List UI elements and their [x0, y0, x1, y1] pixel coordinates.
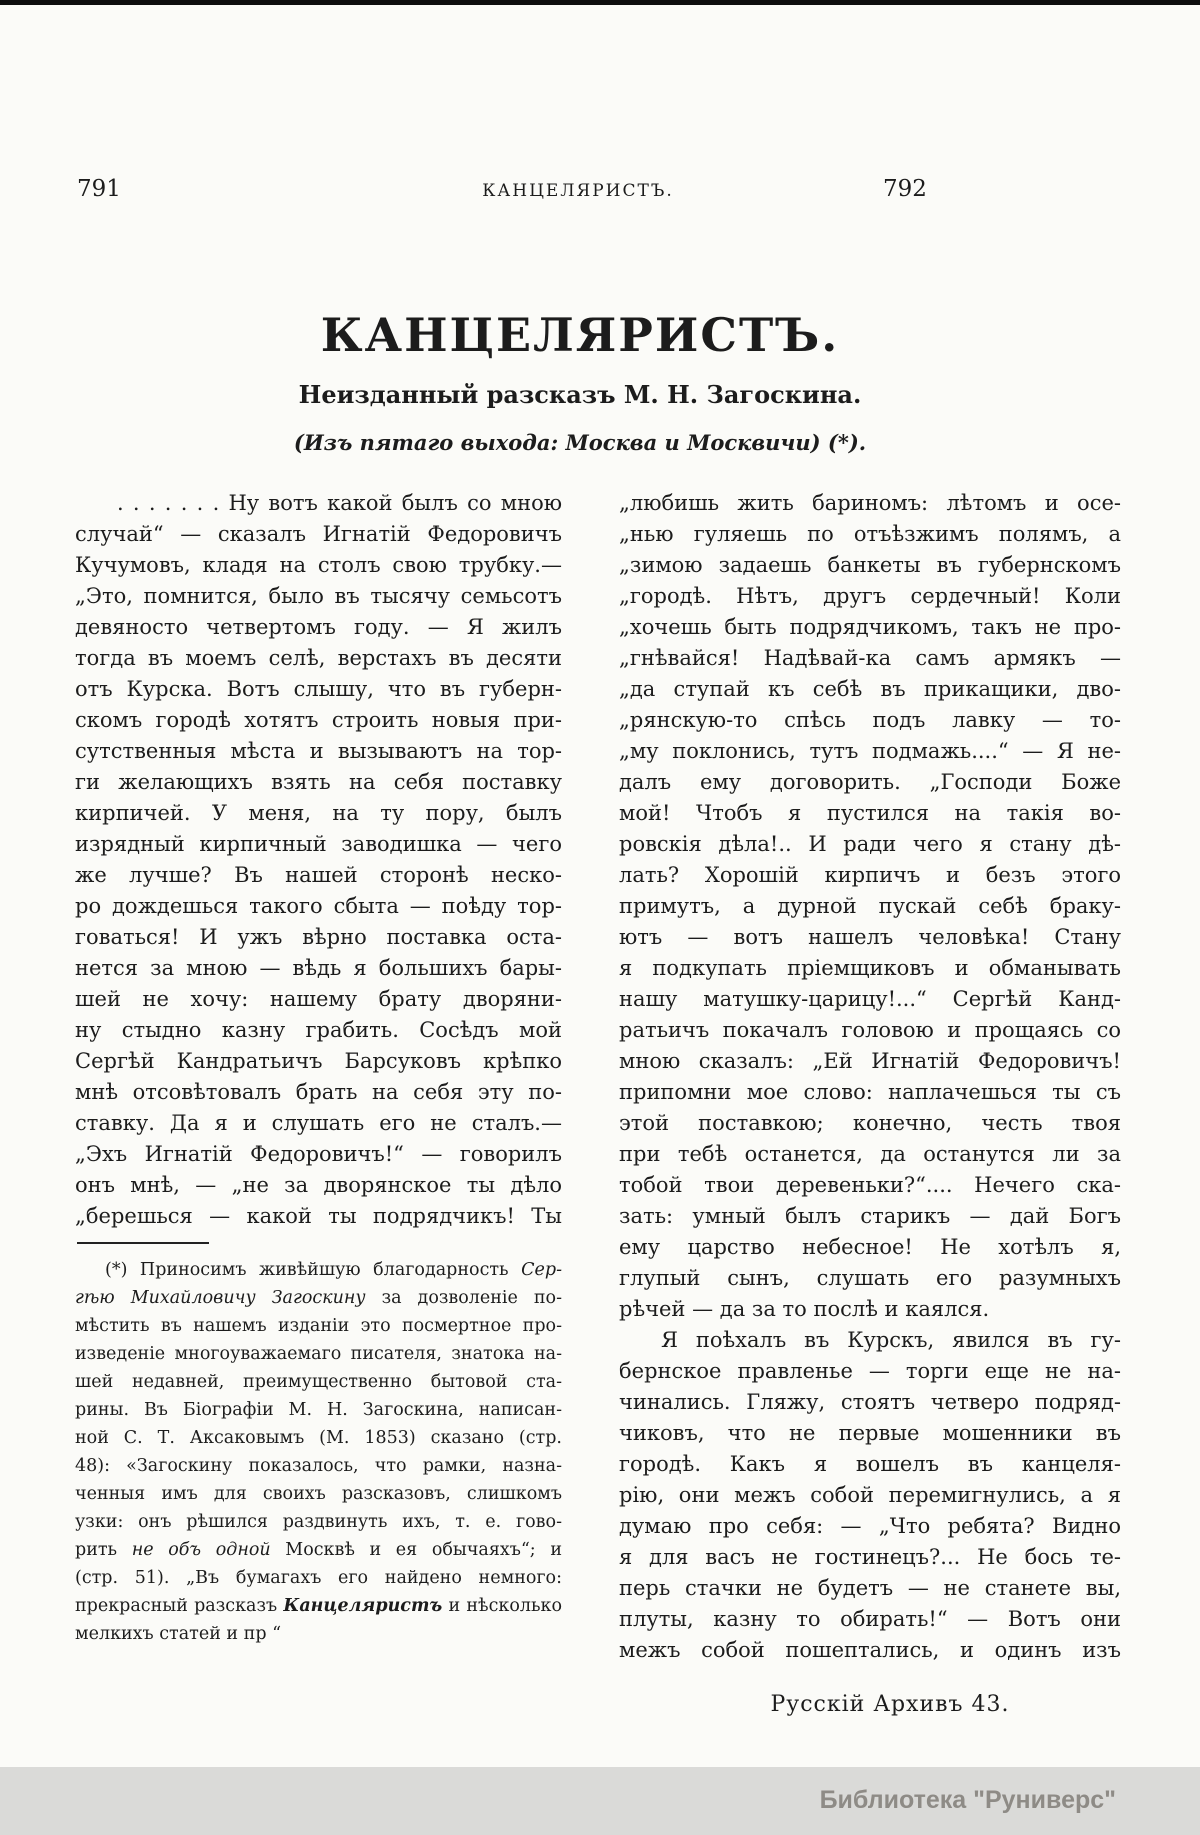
- text-line: ну стыдно казну грабить. Сосѣдъ мой: [75, 1018, 562, 1042]
- text-line: мнѣ отсовѣтовалъ брать на себя эту по-: [75, 1080, 562, 1104]
- text-line: „рянскую-то спѣсь подъ лавку — то-: [619, 708, 1121, 732]
- source-note: (Изъ пятаго выхода: Москва и Москвичи) (*).: [293, 430, 867, 455]
- text-line: „берешься — какой ты подрядчикъ! Ты: [75, 1204, 562, 1228]
- page-number-right: 792: [883, 176, 927, 202]
- text-line: „Эхъ Игнатій Федоровичъ!“ — говорилъ: [75, 1142, 562, 1166]
- text-line: сутственныя мѣста и вызываютъ на тор-: [75, 739, 562, 763]
- text-line: (*) Приносимъ живѣйшую благодарность Сер-: [105, 1260, 562, 1280]
- text-line: прекрасный разсказъ Канцеляристъ и нѣсколько: [75, 1596, 562, 1616]
- text-line: рить не объ одной Москвѣ и ея обычаяхъ“; и: [75, 1540, 562, 1560]
- text-line: ставку. Да я и слушать его не сталъ.—: [75, 1111, 562, 1135]
- text-line: (стр. 51). „Въ бумагахъ его найдено немного:: [75, 1568, 562, 1588]
- text-line: изрядный кирпичный заводишка — чего: [75, 832, 562, 856]
- text-line: примутъ, а дурной пускай себѣ браку-: [619, 894, 1121, 918]
- text-line: Сергѣй Кандратьичъ Барсуковъ крѣпко: [75, 1049, 562, 1073]
- text-line: городѣ. Какъ я вошелъ въ канцеля-: [619, 1452, 1121, 1476]
- text-line: „городѣ. Нѣтъ, другъ сердечный! Коли: [619, 584, 1121, 608]
- footnote-rule: [77, 1242, 209, 1244]
- text-line: межъ собой пошептались, и одинъ изъ: [619, 1638, 1121, 1662]
- text-line: отъ Курска. Вотъ слышу, что въ губерн-: [75, 677, 562, 701]
- text-line: „Это, помнится, было въ тысячу семьсотъ: [75, 584, 562, 608]
- text-line: гѣю Михайловичу Загоскину за дозволеніе по-: [75, 1288, 562, 1308]
- text-line: ченныя имъ для своихъ разсказовъ, слишкомъ: [75, 1484, 562, 1504]
- text-line: кирпичей. У меня, на ту пору, былъ: [75, 801, 562, 825]
- text-line: думаю про себя: — „Что ребята? Видно: [619, 1514, 1121, 1538]
- text-line: 48): «Загоскину показалось, что рамки, назна-: [75, 1456, 562, 1476]
- text-line: тобой твои деревеньки?“.... Нечего ска-: [619, 1173, 1121, 1197]
- text-line: „гнѣвайся! Надѣвай-ка самъ армякъ —: [619, 646, 1121, 670]
- text-line: мелкихъ статей и пр “: [75, 1624, 282, 1644]
- right-column: [619, 488, 1121, 1717]
- text-line: ровскія дѣла!.. И ради чего я стану дѣ-: [619, 832, 1121, 856]
- imprint-line: Русскій Архивъ 43.: [770, 1692, 1010, 1717]
- text-line: бернское правленье — торги еще не на-: [619, 1359, 1121, 1383]
- text-line: нется за мною — вѣдь я большихъ бары-: [75, 956, 562, 980]
- text-line: рѣчей — да за то послѣ и каялся.: [619, 1297, 990, 1321]
- text-line: лать? Хорошій кирпичъ и безъ этого: [619, 863, 1121, 887]
- text-line: изведеніе многоуважаемаго писателя, знатока на-: [75, 1344, 562, 1364]
- page-number-left: 791: [77, 176, 121, 202]
- scan-edge-line: [0, 0, 1200, 5]
- text-line: ги желающихъ взять на себя поставку: [75, 770, 562, 794]
- text-line: девяносто четвертомъ году. — Я жилъ: [75, 615, 562, 639]
- right-column-text: [619, 488, 1121, 1666]
- text-line: плуты, казну то обирать!“ — Вотъ они: [619, 1607, 1121, 1631]
- text-line: далъ ему договорить. „Господи Боже: [619, 770, 1121, 794]
- text-line: случай“ — сказалъ Игнатій Федоровичъ: [75, 522, 562, 546]
- text-line: говаться! И ужъ вѣрно поставка оста-: [75, 925, 562, 949]
- text-line: при тебѣ останется, да останутся ли за: [619, 1142, 1121, 1166]
- running-head: КАНЦЕЛЯРИСТЪ.: [482, 181, 674, 201]
- article-title: КАНЦЕЛЯРИСТЪ.: [320, 308, 840, 362]
- watermark-text: Библиотека "Руниверс": [819, 1786, 1116, 1814]
- text-line: глупый сынъ, слушать его разумныхъ: [619, 1266, 1121, 1290]
- text-line: ютъ — вотъ нашелъ человѣка! Стану: [619, 925, 1121, 949]
- left-column: [75, 488, 562, 1648]
- page-header: [75, 176, 1121, 208]
- text-line: чинались. Гляжу, стоятъ четверо подряд-: [619, 1390, 1121, 1414]
- text-line: чиковъ, что не первые мошенники въ: [619, 1421, 1121, 1445]
- footnote-text: [75, 1256, 562, 1648]
- article-subtitle: Неизданный разсказъ М. Н. Загоскина.: [298, 380, 862, 409]
- text-line: ему царство небесное! Не хотѣлъ я,: [619, 1235, 1121, 1259]
- text-line: этой поставкою; конечно, честь твоя: [619, 1111, 1121, 1135]
- text-line: шей недавней, преимущественно бытовой ста-: [75, 1372, 562, 1392]
- text-line: рины. Въ Біографіи М. Н. Загоскина, написан-: [75, 1400, 562, 1420]
- text-line: онъ мнѣ, — „не за дворянское ты дѣло: [75, 1173, 562, 1197]
- text-line: Кучумовъ, кладя на столъ свою трубку.—: [75, 553, 562, 577]
- text-line: ной С. Т. Аксаковымъ (М. 1853) сказано (стр.: [75, 1428, 562, 1448]
- text-line: мой! Чтобъ я пустился на такія во-: [619, 801, 1121, 825]
- left-column-text: [75, 488, 562, 1232]
- text-line: перь стачки не будетъ — не станете вы,: [619, 1576, 1121, 1600]
- text-line: мѣстить въ нашемъ изданіи это посмертное про-: [75, 1316, 562, 1336]
- text-line: припомни мое слово: наплачешься ты съ: [619, 1080, 1121, 1104]
- text-line: „нью гуляешь по отъѣзжимъ полямъ, а: [619, 522, 1121, 546]
- text-line: я для васъ не гостинецъ?... Не бось те-: [619, 1545, 1121, 1569]
- text-line: скомъ городѣ хотятъ строить новыя при-: [75, 708, 562, 732]
- text-line: шей не хочу: нашему брату дворяни-: [75, 987, 562, 1011]
- text-line: нашу матушку-царицу!...“ Сергѣй Канд-: [619, 987, 1121, 1011]
- text-line: „зимою задаешь банкеты въ губернскомъ: [619, 553, 1121, 577]
- text-line: „хочешь быть подрядчикомъ, такъ не про-: [619, 615, 1121, 639]
- text-line: тогда въ моемъ селѣ, верстахъ въ десяти: [75, 646, 562, 670]
- text-line: ратьичъ покачалъ головою и прощаясь со: [619, 1018, 1121, 1042]
- text-line: узки: онъ рѣшился раздвинуть ихъ, т. е. гово-: [75, 1512, 562, 1532]
- text-line: зать: умный былъ старикъ — дай Богъ: [619, 1204, 1121, 1228]
- text-line: ро дождешься такого сбыта — поѣду тор-: [75, 894, 562, 918]
- text-line: . . . . . . . Ну вотъ какой былъ со мною: [117, 491, 562, 515]
- text-line: я подкупать пріемщиковъ и обманывать: [619, 956, 1121, 980]
- text-line: Я поѣхалъ въ Курскъ, явился въ гу-: [661, 1328, 1121, 1352]
- text-line: „любишь жить бариномъ: лѣтомъ и осе-: [619, 491, 1121, 515]
- text-line: рію, они межъ собой перемигнулись, а я: [619, 1483, 1121, 1507]
- watermark-band: [0, 1767, 1200, 1835]
- text-line: мною сказалъ: „Ей Игнатій Федоровичъ!: [619, 1049, 1121, 1073]
- text-line: же лучше? Въ нашей сторонѣ неско-: [75, 863, 562, 887]
- text-line: „му поклонись, тутъ подмажь....“ — Я не-: [619, 739, 1121, 763]
- text-line: „да ступай къ себѣ въ прикащики, дво-: [619, 677, 1121, 701]
